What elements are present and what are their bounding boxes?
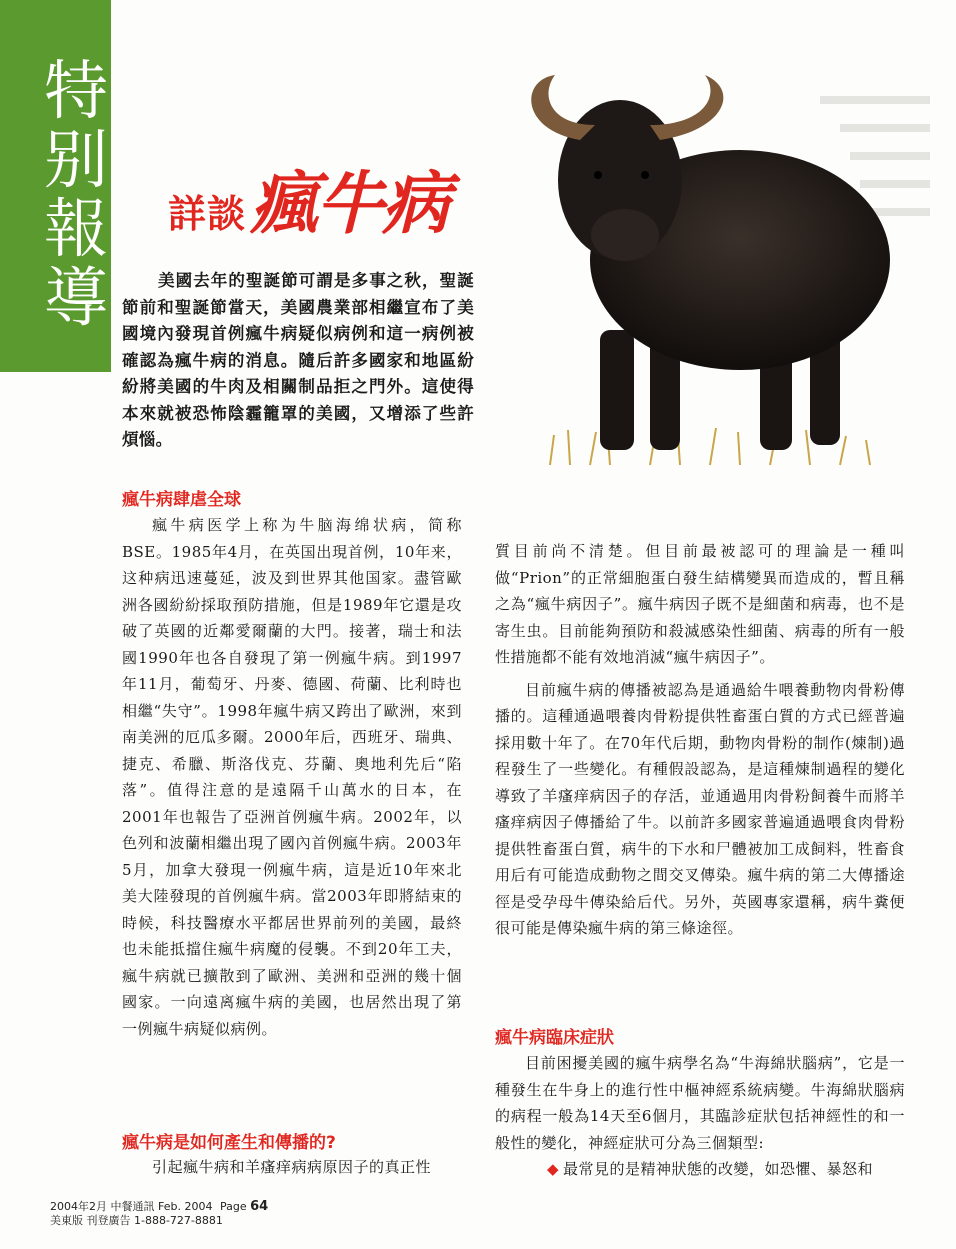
footer-page-label: Page [219,1200,247,1213]
footer-line-2: 美東版 刊登廣告 1-888-727-8881 [50,1214,223,1227]
page-number: 64 [250,1199,269,1214]
right-horn-shape [650,75,723,140]
right-column-symptoms [495,1050,905,1183]
paragraph: 質目前尚不清楚。但目前最被認可的理論是一種叫做“Prion”的正常細胞蛋白發生結構變異而造成的，暫且稱之為“瘋牛病因子”。瘋牛病因子既不是細菌和病毒，也不是寄生虫。目前能夠預防和殺滅感染性細菌、病毒的所有一般性措施都不能有效地消滅“瘋牛病因子”。 [495,542,905,666]
left-horn-shape [531,75,595,140]
bullet-text: 最常見的是精神狀態的改變，如恐懼、暴怒和 [563,1160,874,1178]
bullet-item [495,1156,905,1183]
paragraph: 目前瘋牛病的傳播被認為是通過給牛喂養動物肉骨粉傳播的。這種通過喂養肉骨粉提供牲畜蛋白質的方式已經普遍採用數十年了。在70年代后期，動物肉骨粉的制作(煉制)過程發生了一些變化。有種假設認為，是這種煉制過程的變化導致了羊瘙痒病因子的存活，並通過用肉骨粉飼養牛而將羊瘙痒病因子傳播給了牛。以前許多國家普遍通過喂食肉骨粉提供牲畜蛋白質，病牛的下水和尸體被加工成飼料，牲畜食用后有可能造成動物之間交叉傳染。瘋牛病的第二大傳播途徑是受孕母牛傳染給后代。另外，英國專家還稱，病牛糞便很可能是傳染瘋牛病的第三條途徑。 [495,680,905,937]
buffalo-photo [510,70,890,470]
left-column-continued [122,1154,462,1181]
section-heading-symptoms: 瘋牛病臨床症狀 [495,1028,614,1048]
footer-date-en: Feb. 2004 [158,1200,213,1213]
lead-paragraph: 美國去年的聖誕節可謂是多事之秋，聖誕節前和聖誕節當天，美國農業部相繼宣布了美國境內發現首例瘋牛病疑似病例和這一病例被確認為瘋牛病的消息。隨后許多國家和地區紛紛將美國的牛肉及相關制品拒之門外。這使得本來就被恐怖陰霾籠罩的美國，又增添了些許煩惱。 [122,271,474,449]
footer-publication: 中餐通訊 [110,1200,155,1213]
page-footer [50,1200,268,1228]
footer-date: 2004年2月 [50,1200,107,1213]
side-char: 報 [44,193,108,267]
side-char: 特 [44,55,108,129]
side-char: 導 [44,262,108,336]
paragraph: 目前困擾美國的瘋牛病學名為“牛海綿狀腦病”，它是一種發生在牛身上的進行性中樞神經系統病變。牛海綿狀腦病的病程一般為14天至6個月，其臨診症狀包括神經性的和一般性的變化，神經症狀可分為三個類型: [495,1054,905,1152]
paragraph: 瘋牛病医学上称为牛脑海绵状病，简称BSE。1985年4月，在英国出現首例，10年来，这种病迅速蔓延，波及到世界其他国家。盡管歐洲各國紛紛採取預防措施，但是1989年它還是攻破了英國的近鄰愛爾蘭的大門。接著，瑞士和法國1990年也各自發現了第一例瘋牛病。到1997年11月，葡萄牙、丹麥、德國、荷蘭、比利時也相繼“失守”。1998年瘋牛病又跨出了歐洲，來到南美洲的厄瓜多爾。2000年后，西班牙、瑞典、捷克、希臘、斯洛伐克、芬蘭、奧地利先后“陷落”。值得注意的是遠隔千山萬水的日本，在2001年也報告了亞洲首例瘋牛病。2002年，以色列和波蘭相繼出現了國內首例瘋牛病。2003年5月，加拿大發現一例瘋牛病，這是近10年來北美大陸發現的首例瘋牛病。當2003年即將結束的時候，科技醫療水平都居世界前列的美國，最終也未能抵擋住瘋牛病魔的侵襲。不到20年工夫，瘋牛病就已擴散到了歐洲、美洲和亞洲的幾十個國家。一向遠离瘋牛病的美國，也居然出現了第一例瘋牛病疑似病例。 [122,516,462,1038]
muzzle-shape [591,209,659,261]
headline-prefix: 詳談 [168,192,247,236]
special-report-title [40,55,112,336]
right-column-body [495,538,905,998]
headline-main: 瘋牛病 [250,165,449,244]
section-heading-spread: 瘋牛病肆虐全球 [122,490,241,510]
left-column-body [122,512,462,1102]
diamond-bullet-icon: ◆ [547,1160,560,1178]
article-headline [168,150,449,244]
side-char: 别 [44,124,108,198]
footer-line-1 [50,1200,268,1214]
paragraph: 引起瘋牛病和羊瘙痒病病原因子的真正性 [152,1158,432,1176]
section-heading-origin: 瘋牛病是如何產生和傳播的? [122,1133,336,1153]
